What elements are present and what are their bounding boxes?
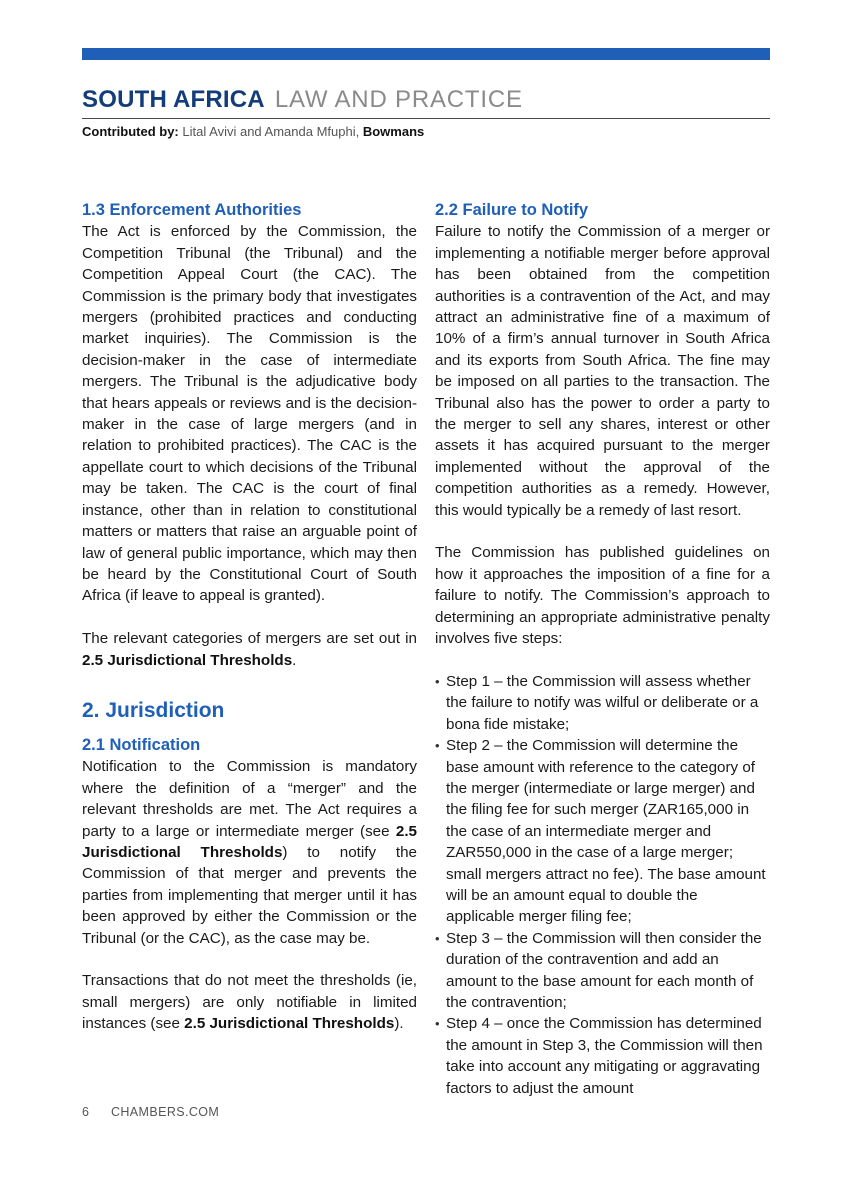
thresholds-reference: 2.5 Jurisdictional Thresholds	[82, 822, 417, 861]
firm-name: Bowmans	[362, 124, 425, 139]
contributors-line	[82, 124, 424, 139]
section-2-1-paragraph-1: Notification to the Commission is mandatory where the definition of a “merger” and the relevant thresholds are met. The Act requires a party to a large or intermediate merger (see 2.5 Jurisdictional Thresholds) to notify the Commission of that merger and prevents the parties from implementing that merger until it has been approved by either the Commission or the Tribunal (or the CAC), as the case may be.	[82, 758, 417, 947]
header-subtitle: LAW AND PRACTICE	[274, 86, 523, 113]
section-2-1-paragraph-2: Transactions that do not meet the thresholds (ie, small mergers) are only notifiable in limited instances (see 2.5 Jurisdictional Thresholds).	[82, 972, 417, 1033]
contributed-by-label: Contributed by:	[82, 124, 179, 139]
section-2-2-heading: 2.2 Failure to Notify	[435, 201, 589, 219]
thresholds-reference: 2.5 Jurisdictional Thresholds	[184, 1015, 395, 1033]
footer-site-link[interactable]: CHAMBERS.COM	[110, 1105, 220, 1119]
thresholds-reference: 2.5 Jurisdictional Thresholds	[82, 651, 293, 669]
section-2-1-heading: 2.1 Notification	[82, 735, 201, 754]
right-column	[435, 200, 770, 1099]
step-3-item: • Step 3 – the Commission will then consider the duration of the contravention and add an amount to the base amount for each month of the contravention;	[435, 928, 770, 1014]
section-1-3-paragraph-2: The relevant categories of mergers are set out in 2.5 Jurisdictional Thresholds.	[82, 630, 417, 669]
country-title: SOUTH AFRICA	[82, 86, 265, 113]
section-2-2-paragraph-2: The Commission has published guidelines on how it approaches the imposition of a fine for a failure to notify. The Commission’s approach to determining an appropriate administrative penalty involves five steps:	[435, 544, 770, 648]
page-number: 6	[82, 1105, 89, 1119]
header-accent-bar	[82, 48, 770, 60]
section-1-3-heading: 1.3 Enforcement Authorities	[82, 201, 302, 219]
left-column	[82, 200, 417, 1035]
page-footer	[82, 1105, 219, 1119]
penalty-steps-list	[435, 671, 770, 1099]
step-2-item: • Step 2 – the Commission will determine the base amount with reference to the category of the merger (intermediate or large merger) and the filing fee for such merger (ZAR165,000 in the case of an intermediate merger and ZAR550,000 in the case of a large merger; small mergers attract no fee). The base amount will be an amount equal to double the applicable merger filing fee;	[435, 735, 770, 928]
section-2-heading: 2. Jurisdiction	[82, 698, 225, 722]
page-header-title	[82, 86, 523, 114]
step-1-item: • Step 1 – the Commission will assess whether the failure to notify was wilful or deliberate or a bona fide mistake;	[435, 671, 770, 735]
section-1-3-paragraph-1: The Act is enforced by the Commission, the Competition Tribunal (the Tribunal) and the Competition Appeal Court (the CAC). The Commission is the primary body that investigates mergers (prohibited practices and conducting market inquiries). The Commission is the decision-maker in the case of intermediate mergers. The Tribunal is the adjudicative body that hears appeals or reviews and is the decision-maker in the case of large mergers (and in relation to prohibited practices). The CAC is the appellate court to which decisions of the Tribunal may be taken. The CAC is the court of final instance, other than in relation to constitutional matters or matters that raise an arguable point of law of general public importance, which may then be heard by the Constitutional Court of South Africa (if leave to appeal is granted).	[82, 223, 417, 605]
section-2-2-paragraph-1: Failure to notify the Commission of a merger or implementing a notifiable merger before approval has been obtained from the competition authorities is a contravention of the Act, and may attract an administrative fine of a maximum of 10% of a firm’s annual turnover in South Africa and its exports from South Africa. The fine may be imposed on all parties to the transaction. The Tribunal also has the power to order a party to the merger to sell any shares, interest or other assets it has acquired pursuant to the merger implemented without the approval of the competition authorities as a remedy. However, this would typically be a remedy of last resort.	[435, 223, 770, 519]
contributor-names: Lital Avivi and Amanda Mfuphi,	[182, 124, 360, 139]
header-divider	[82, 118, 770, 119]
step-4-item: • Step 4 – once the Commission has determined the amount in Step 3, the Commission will then take into account any mitigating or aggravating factors to adjust the amount	[435, 1013, 770, 1099]
